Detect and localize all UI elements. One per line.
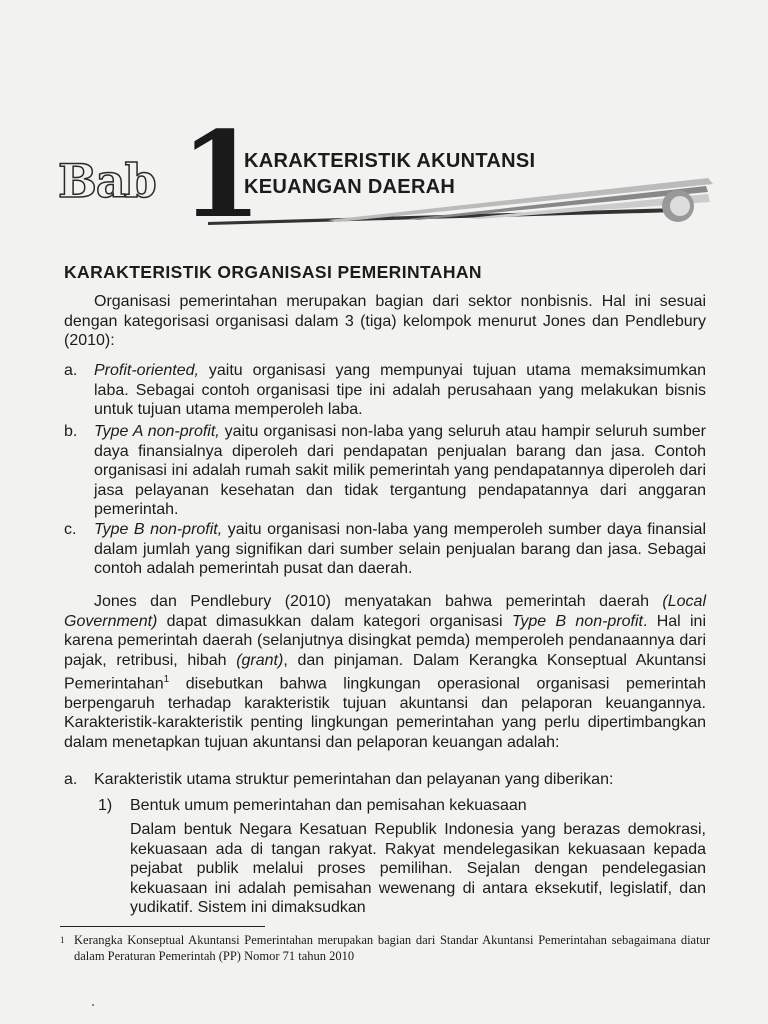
list-marker: b. (64, 423, 78, 440)
footnote-divider (60, 926, 265, 927)
bab-word: Bab (58, 154, 156, 208)
text-run: dapat dimasukkan dalam kategori organisasi (157, 612, 512, 630)
italic-run: Type B non-profit (511, 612, 643, 630)
section-heading: KARAKTERISTIK ORGANISASI PEMERINTAHAN (64, 262, 482, 282)
text-run: . Hal ini karena pemerintah daerah (selanjutnya disingkat pemda) memperoleh pendanaannya dari pajak, retribusi, hibah (64, 612, 706, 669)
sub-list-item-1 (98, 796, 706, 816)
term-italic: Type B non-profit, (94, 521, 223, 538)
chapter-title-line-1: KARAKTERISTIK AKUNTANSI (244, 150, 536, 172)
chapter-title-line-2: KEUANGAN DAERAH (244, 176, 456, 198)
footnote-reference[interactable]: 1 (163, 674, 170, 685)
chapter-number: 1 (180, 105, 263, 244)
decorative-swoosh (208, 172, 718, 228)
intro-paragraph: Organisasi pemerintahan merupakan bagian dari sektor nonbisnis. Hal ini sesuai dengan kategorisasi organisasi dalam 3 (tiga) kelompok menurut Jones dan Pendlebury (2010): (64, 293, 706, 349)
list-item-content (94, 520, 706, 579)
list-item-text: yaitu organisasi non-laba yang seluruh atau hampir seluruh sumber daya finansialnya diperoleh dari pendapatan penjualan barang dan jasa. Contoh organisasi ini adalah rumah sakit milik pemerintah yang pendapatannya diperoleh dari jasa pelayanan kesehatan dan tidak tergantung pendapatannya dari anggaran pemerintah. (94, 423, 706, 518)
list-marker: a. (64, 771, 78, 788)
term-italic: Profit-oriented, (94, 362, 199, 379)
text-run: , dan pinjaman. Dalam Kerangka Konseptual Akuntansi Pemerintahan (64, 651, 707, 693)
text-run: Jones dan Pendlebury (2010) menyatakan bahwa pemerintah daerah (94, 593, 663, 610)
list-marker: a. (64, 362, 78, 379)
footnote (60, 932, 710, 964)
list-item-text: yaitu organisasi non-laba yang memperoleh sumber daya finansial dalam jumlah yang signifikan dari sumber selain penjualan barang dan jasa. Sebagai contoh adalah pemerintah pusat dan daerah. (94, 521, 707, 577)
sub-list-title: Bentuk umum pemerintahan dan pemisahan kekuasaan (130, 797, 527, 814)
list-item-a-characteristics (64, 770, 706, 790)
list-item-b (64, 422, 706, 520)
body-paragraph (64, 592, 706, 752)
list-item-text: yaitu organisasi yang mempunyai tujuan utama memaksimumkan laba. Sebagai contoh organisasi tipe ini adalah perusahaan yang melakukan bisnis untuk tujuan utama memperoleh laba. (94, 362, 706, 418)
list-item-content: Karakteristik utama struktur pemerintahan dan pelayanan yang diberikan: (94, 771, 614, 788)
text-run: disebutkan bahwa lingkungan operasional organisasi pemerintah berpengaruh terhadap karakteristik tujuan akuntansi dan pelaporan keuangannya. Karakteristik-karakteristik penting lingkungan pemerintahan yang perlu dipertimbangkan dalam menetapkan tujuan akuntansi dan pelaporan keuangan adalah: (64, 675, 706, 751)
sub-list-marker: 1) (98, 797, 113, 814)
italic-run: (grant) (236, 651, 284, 669)
list-item-content (94, 361, 706, 420)
italic-run: (Local Government) (64, 593, 706, 630)
list-item-content (94, 422, 706, 520)
page-speck (92, 1004, 94, 1006)
list-marker: c. (64, 521, 77, 538)
chapter-header (58, 105, 718, 244)
list-item-c (64, 520, 706, 579)
term-italic: Type A non-profit, (94, 423, 220, 440)
sub-list-paragraph: Dalam bentuk Negara Kesatuan Republik Indonesia yang berazas demokrasi, kekuasaan ada di tangan rakyat. Rakyat mendelegasikan kekuasaan kepada pejabat publik melalui proses pemilihan. Sejalan dengan pendelegasian kekuasaan ini adalah pemisahan wewenang di antara eksekutif, legislatif, dan yudikatif. Sistem ini dimaksudkan (130, 821, 706, 916)
list-item-a (64, 361, 706, 420)
footnote-marker: 1 (60, 935, 65, 945)
footnote-text: Kerangka Konseptual Akuntansi Pemerintahan merupakan bagian dari Standar Akuntansi Pemerintahan sebagaimana diatur dalam Peraturan Pemerintah (PP) Nomor 71 tahun 2010 (74, 933, 710, 963)
